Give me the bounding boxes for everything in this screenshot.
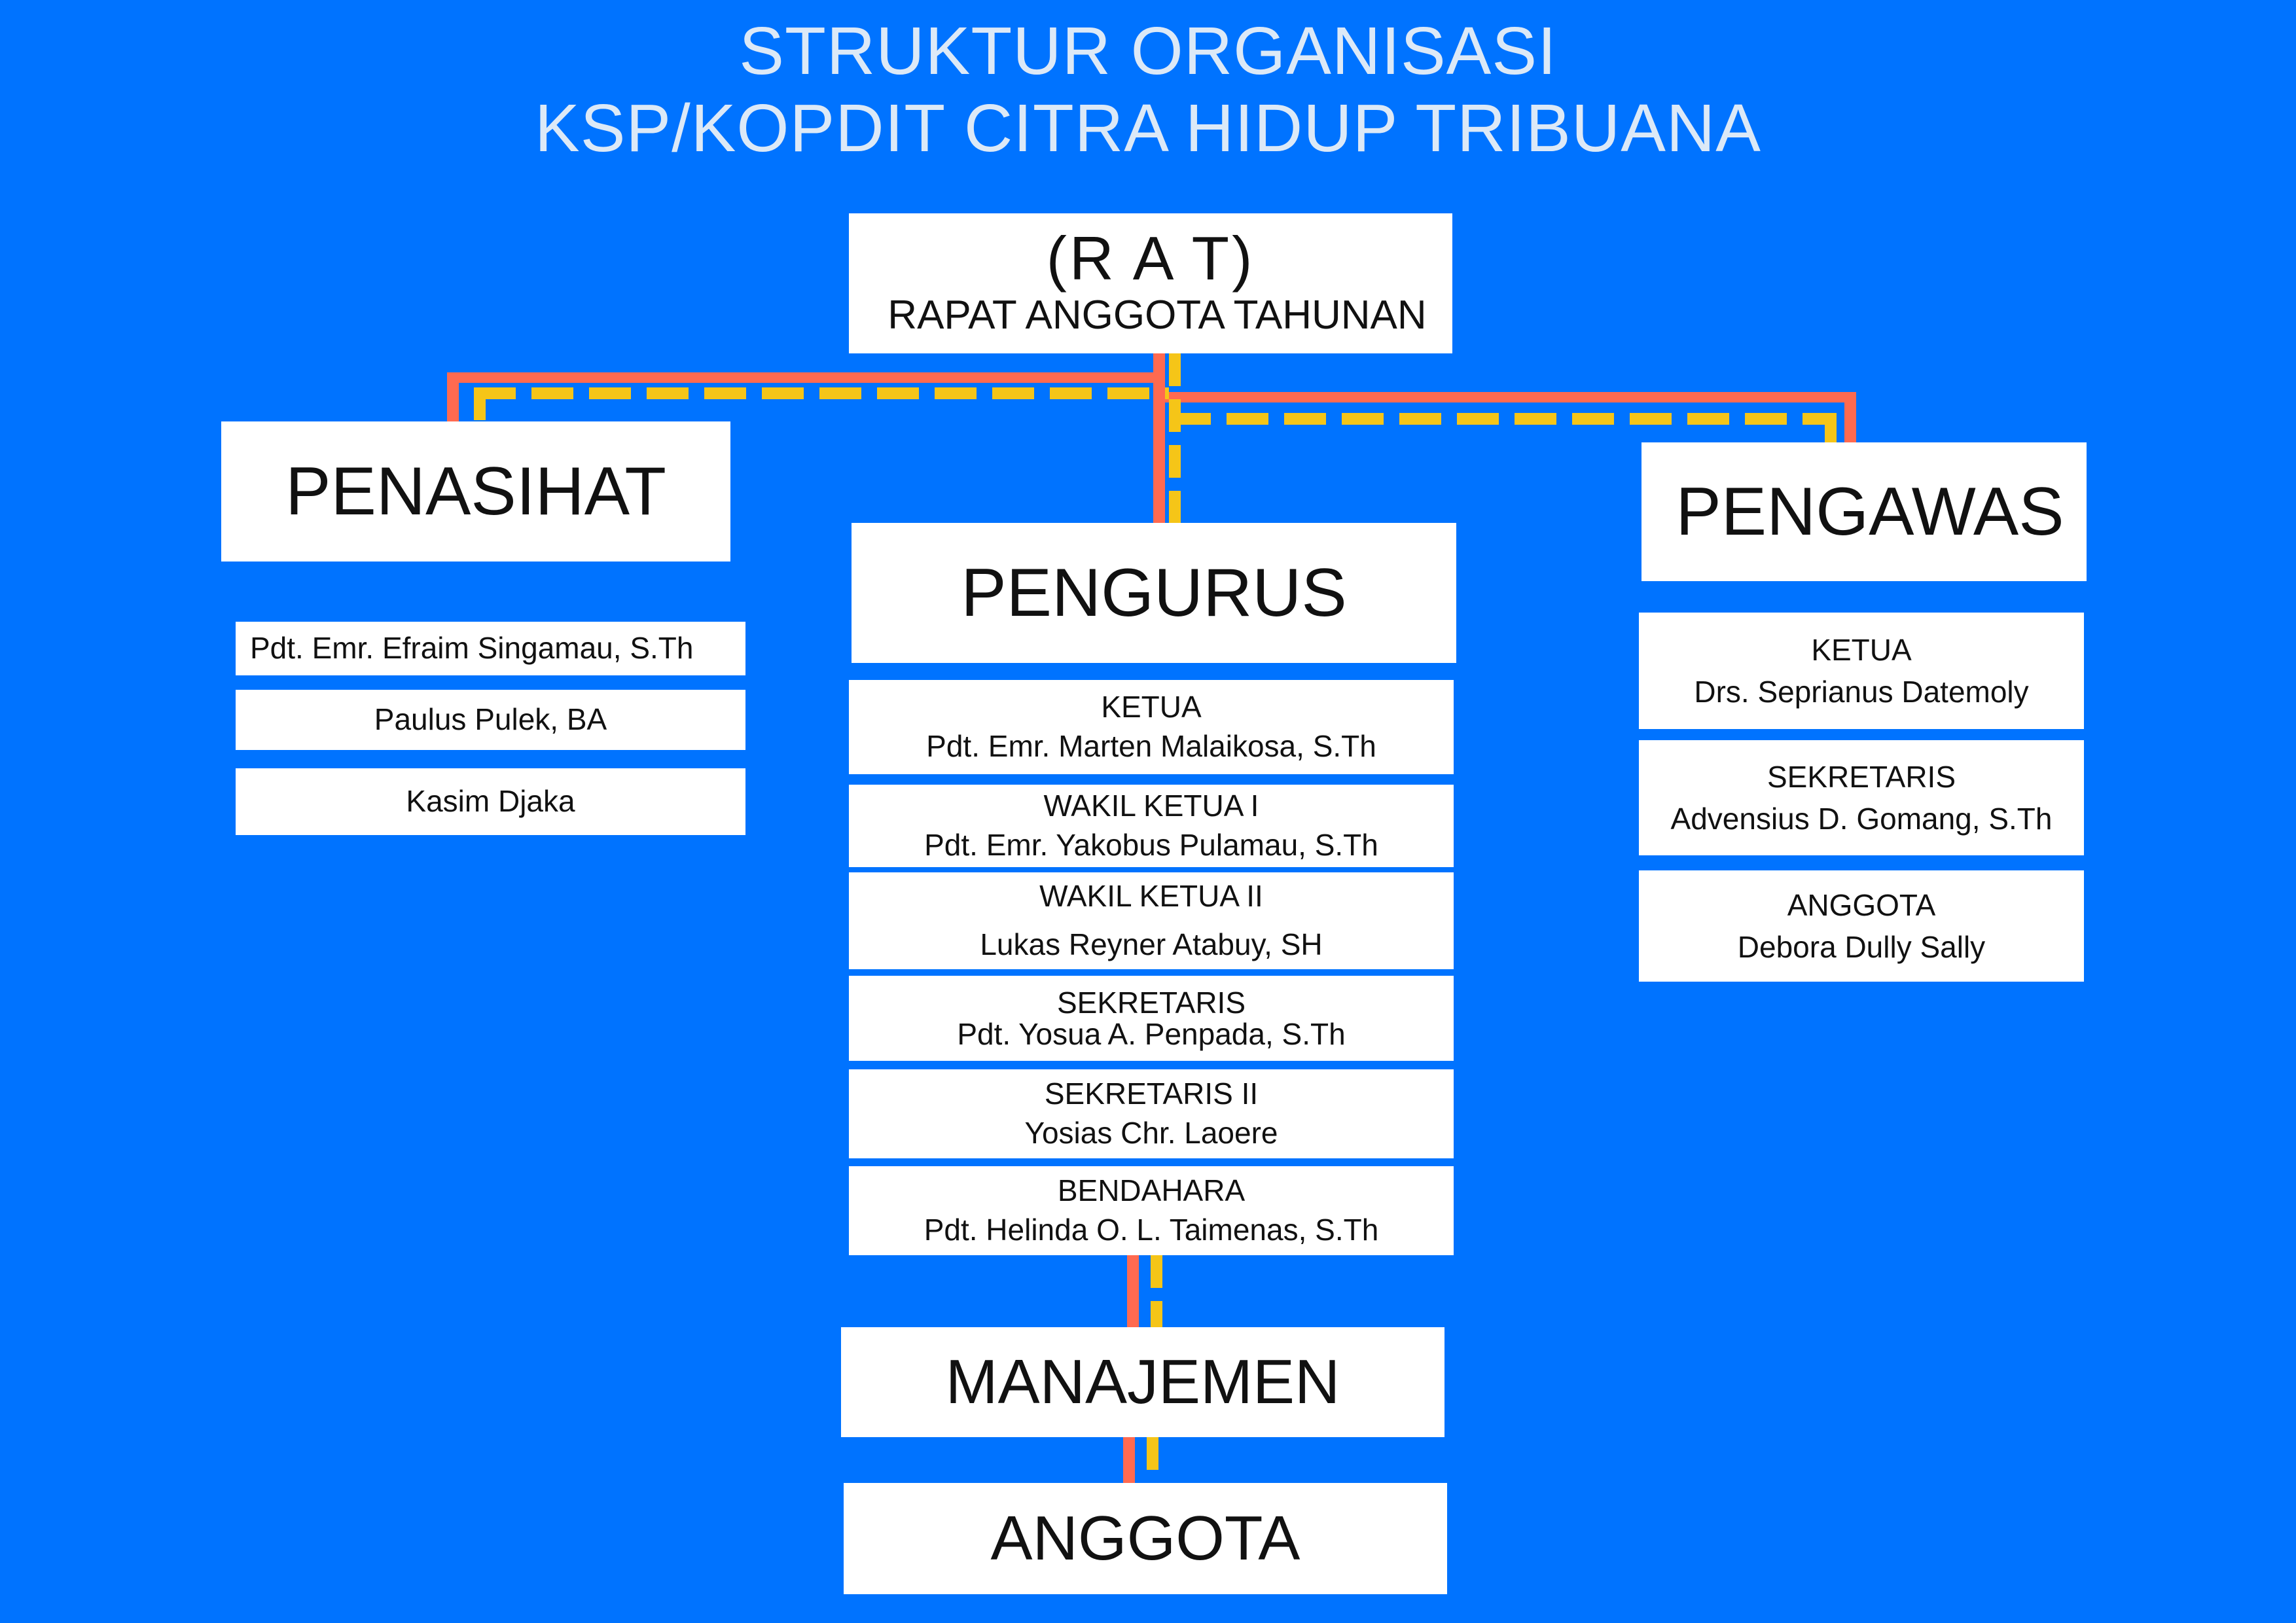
red-connector-left-drop: [447, 372, 459, 422]
pengurus-member: [849, 976, 1454, 1061]
pengawas-member: [1639, 870, 2084, 982]
member-name: Pdt. Emr. Marten Malaikosa, S.Th: [926, 729, 1376, 763]
member-role: SEKRETARIS: [1767, 759, 1956, 794]
chart-title-line-1: STRUKTUR ORGANISASI: [739, 13, 1557, 88]
manajemen-label: MANAJEMEN: [945, 1347, 1340, 1417]
rat-full: RAPAT ANGGOTA TAHUNAN: [888, 293, 1427, 338]
red-connector-manajemen-anggota: [1123, 1437, 1135, 1484]
dashed-connector-right-drop: [1825, 413, 1837, 443]
red-connector-pengurus-manajemen: [1127, 1255, 1139, 1329]
pengurus-member: [849, 785, 1454, 867]
member-role: WAKIL KETUA II: [1039, 879, 1263, 914]
member-name: Drs. Seprianus Datemoly: [1694, 675, 2029, 709]
member-name: Yosias Chr. Laoere: [1024, 1116, 1278, 1150]
member-name: Pdt. Emr. Yakobus Pulamau, S.Th: [924, 828, 1378, 862]
penasihat-member: [236, 690, 745, 750]
pengurus-box: [852, 523, 1456, 663]
penasihat-member: [236, 622, 745, 675]
penasihat-label: PENASIHAT: [285, 453, 666, 529]
penasihat-member: [236, 768, 745, 835]
manajemen-box: [841, 1327, 1444, 1437]
member-name: Advensius D. Gomang, S.Th: [1670, 802, 2053, 836]
member-role: KETUA: [1101, 690, 1202, 724]
member-role: SEKRETARIS II: [1044, 1077, 1259, 1111]
pengurus-member: [849, 1069, 1454, 1158]
dashed-connector-manajemen-anggota: [1147, 1437, 1158, 1484]
anggota-label: ANGGOTA: [990, 1503, 1300, 1573]
member-role: SEKRETARIS: [1057, 985, 1246, 1020]
member-role: KETUA: [1811, 632, 1912, 667]
member-name: Pdt. Helinda O. L. Taimenas, S.Th: [924, 1213, 1379, 1247]
member-name: Kasim Djaka: [406, 784, 575, 819]
rat-box: [849, 213, 1452, 353]
pengurus-label: PENGURUS: [961, 554, 1347, 631]
pengawas-member: [1639, 613, 2084, 729]
pengurus-member: [849, 1166, 1454, 1255]
chart-title-line-2: KSP/KOPDIT CITRA HIDUP TRIBUANA: [535, 90, 1761, 166]
member-name: Paulus Pulek, BA: [374, 702, 607, 737]
red-connector-right-horizontal: [1165, 392, 1856, 402]
red-connector-right-drop: [1844, 392, 1856, 443]
dashed-connector-pengurus-manajemen: [1151, 1255, 1162, 1329]
dashed-connector-rat-vertical: [1169, 353, 1181, 524]
member-name: Pdt. Emr. Efraim Singamau, S.Th: [250, 631, 694, 666]
penasihat-box: [221, 421, 730, 562]
member-name: Debora Dully Sally: [1737, 930, 1986, 964]
pengawas-label: PENGAWAS: [1676, 473, 2064, 550]
pengurus-member: [849, 872, 1454, 969]
pengurus-member: [849, 680, 1454, 774]
member-name: Pdt. Yosua A. Penpada, S.Th: [957, 1017, 1346, 1051]
pengawas-member: [1639, 740, 2084, 855]
member-role: BENDAHARA: [1057, 1173, 1246, 1208]
member-role: ANGGOTA: [1787, 887, 1936, 922]
rat-abbr: (R A T): [1046, 224, 1255, 293]
dashed-connector-left-drop: [474, 387, 486, 421]
anggota-box: [844, 1483, 1447, 1594]
red-connector-left-horizontal: [447, 372, 1165, 383]
member-name: Lukas Reyner Atabuy, SH: [980, 927, 1323, 961]
dashed-connector-left-horizontal: [474, 387, 1169, 399]
member-role: WAKIL KETUA I: [1043, 789, 1259, 823]
pengawas-box: [1641, 442, 2087, 581]
dashed-connector-right-horizontal: [1169, 413, 1834, 425]
